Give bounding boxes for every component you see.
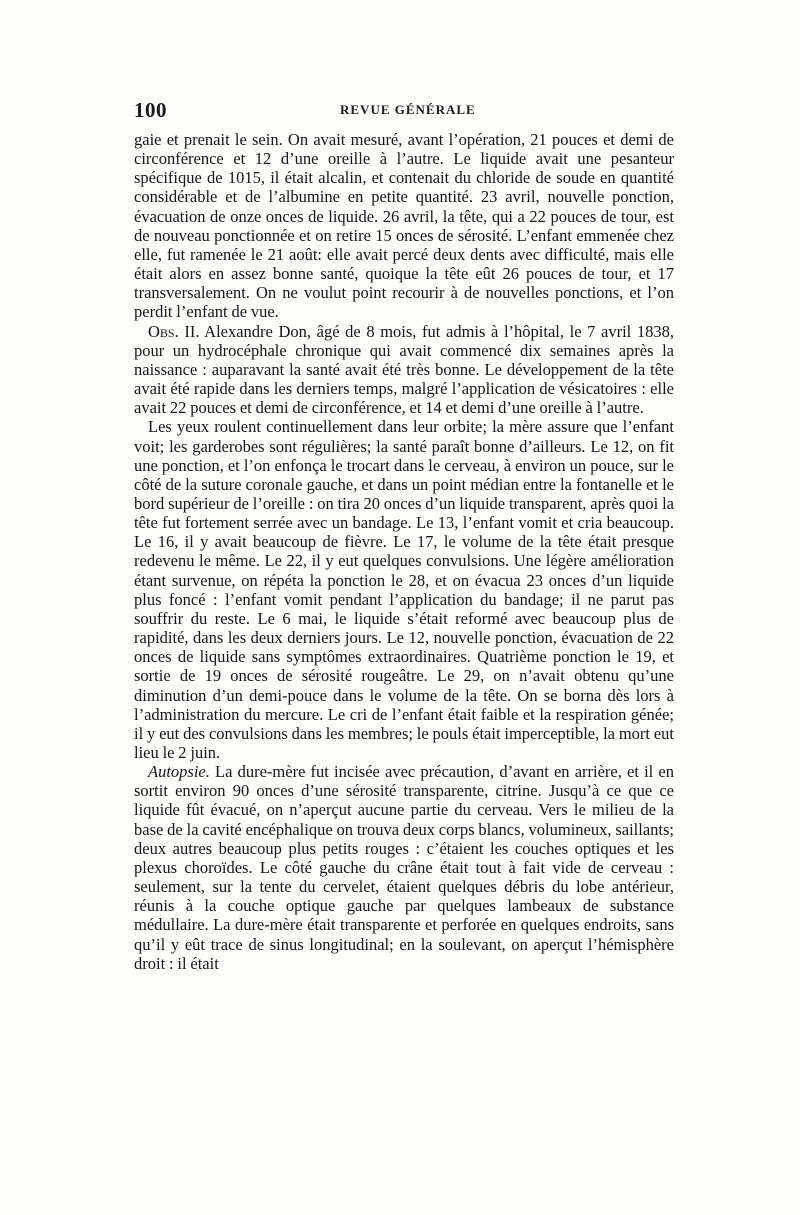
paragraph-text: La dure-mère fut incisée avec précaution, d’avant en arrière, et il en sortit environ 90 onces d’une sérosité transparente, citrine. Jusqu’à ce que ce liquide fût évacué, on n’aperçut aucune partie du cerveau. Vers le milieu de la base de la cavité encéphalique on trouva deux corps blancs, volumineux, saillants; deux autres beaucoup plus petits rouges : c’étaient les couches optiques et les plexus choroïdes. Le côté gauche du crâne était tout à fait vide de cerveau : seulement, sur la tente du cervelet, étaient quelques débris du lobe antérieur, réunis à la couche optique gauche par quelques lambeaux de substance médullaire. La dure-mère était transparente et perforée en quelques endroits, sans qu’il y eût trace de sinus longitudinal; en la soulevant, on aperçut l’hémisphère droit : il était — [134, 762, 674, 973]
paragraph-text: Alexandre Don, âgé de 8 mois, fut admis à l’hôpital, le 7 avril 1838, pour un hydrocéphale chronique qui avait commencé dix semaines après la naissance : auparavant la santé avait été très bonne. Le développement de la tête avait été rapide dans les derniers temps, malgré l’application de vésicatoires : elle avait 22 pouces et demi de circonférence, et 14 et demi d’une oreille à l’autre. — [134, 321, 674, 418]
paragraph-autopsy — [134, 762, 674, 973]
autopsy-label: Autopsie. — [148, 762, 210, 782]
paragraph-continued — [134, 130, 674, 322]
paragraph-text: Les yeux roulent continuellement dans leur orbite; la mère assure que l’enfant voit; les garderobes sont régulières; la santé paraît bonne d’ailleurs. Le 12, on fit une ponction, et l’on enfonça le trocart dans le cerveau, à environ un pouce, sur le côté de la suture coronale gauche, et dans un point médian entre la fontanelle et le bord supérieur de l’oreille : on tira 20 onces d’un liquide transparent, après quoi la tête fut fortement serrée avec un bandage. Le 13, l’enfant vomit et cria beaucoup. Le 16, il y avait beaucoup de fièvre. Le 17, le volume de la tête était presque redevenu le même. Le 22, il y eut quelques convulsions. Une légère amélioration étant survenue, on répéta la ponction le 28, et on évacua 23 onces d’un liquide plus foncé : l’enfant vomit pendant l’application du bandage; il ne parut pas souffrir du reste. Le 6 mai, le liquide s’était reformé avec beaucoup plus de rapidité, dans les deux derniers jours. Le 12, nouvelle ponction, évacuation de 22 onces de liquide sans symptômes extraordinaires. Quatrième ponction le 19, et sortie de 19 onces de sérosité rougeâtre. Le 29, on n’avait obtenu qu’une diminution d’un demi-pouce dans le volume de la tête. On se borna dès lors à l’administration du mercure. Le cri de l’enfant était faible et la respiration génée; il y eut des convulsions dans les membres; le pouls était imperceptible, la mort eut lieu le 2 juin. — [134, 417, 674, 762]
body-text — [134, 130, 674, 973]
page-header — [134, 98, 674, 122]
paragraph-clinical-course — [134, 417, 674, 762]
paragraph-observation-2 — [134, 322, 674, 418]
paragraph-text: gaie et prenait le sein. On avait mesuré, avant l’opération, 21 pouces et demi de circonférence et 12 d’une oreille à l’autre. Le liquide avait une pesanteur spécifique de 1015, il était alcalin, et contenait du chloride de soude en quantité considérable et de l’albumine en petite quantité. 23 avril, nouvelle ponction, évacuation de onze onces de liquide. 26 avril, la tête, qui a 22 pouces de tour, est de nouveau ponctionnée et on retire 15 onces de sérosité. L’enfant emmenée chez elle, fut ramenée le 21 août: elle avait percé deux dents avec difficulté, mais elle était alors en assez bonne santé, quoique la tête eût 26 pouces de tour, et 17 transversalement. On ne voulut point recourir à de nouvelles ponctions, et l’on perdit l’enfant de vue. — [134, 130, 674, 322]
running-head: REVUE GÉNÉRALE — [340, 102, 476, 117]
page-number: 100 — [134, 98, 167, 122]
observation-label: Obs. II. — [148, 321, 200, 341]
